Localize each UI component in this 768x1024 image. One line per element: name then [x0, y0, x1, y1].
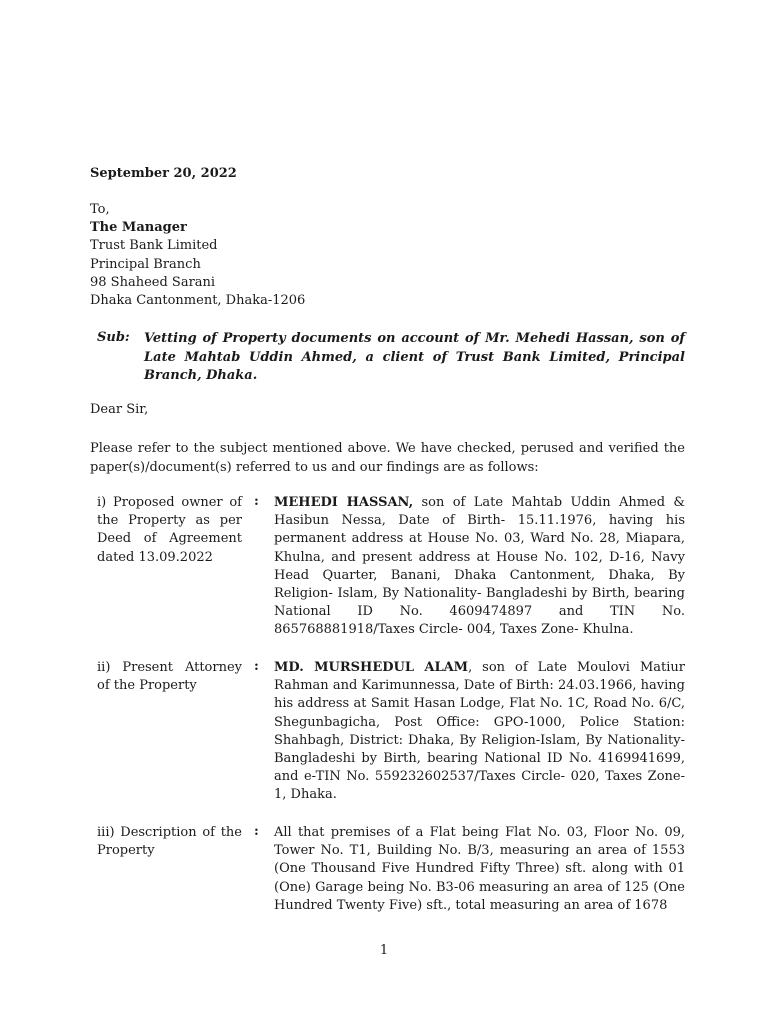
- finding-text-description: [274, 824, 685, 915]
- finding-label-owner: i) Proposed owner of the Property as per Deed of Agreement dated 13.09.2022: [97, 495, 242, 565]
- address-line: Dhaka Cantonment, Dhaka-1206: [90, 293, 306, 309]
- letter-date: September 20, 2022: [90, 166, 237, 181]
- finding-label-attorney: ii) Present Attorney of the Property: [97, 660, 242, 694]
- address-line: 98 Shaheed Sarani: [90, 274, 216, 290]
- recipient-title: The Manager: [90, 220, 187, 236]
- finding-text-owner: [274, 494, 685, 640]
- description-details: All that premises of a Flat being Flat No. 03, Floor No. 09, Tower No. T1, Building No. B/3, measuring an area of 1553 (One Thousand Five Hundred Fifty Three) sft. along with 01 (One) Garage being No. B3-06 measuring an area of 125 (One Hundred Twenty Five) sft., total measuring an area of 1678: [274, 825, 685, 913]
- attorney-details: , son of Late Moulovi Matiur Rahman and Karimunnessa, Date of Birth: 24.03.1966, having his address at Samit Hasan Lodge, Flat No. 1C, Road No. 6/C, Shegunbagicha, Post Office: GPO-1000, Police Station: Shahbagh, District: Dhaka, By Religion-Islam, By Nationality-Bangladeshi by Birth, bearing National ID No. 4169941699, and e-TIN No. 559232602537/Taxes Circle- 020, Taxes Zone-1, Dhaka.: [274, 660, 685, 803]
- salutation: Dear Sir,: [90, 402, 149, 417]
- finding-colon: :: [254, 824, 259, 839]
- subject-label: Sub:: [97, 330, 130, 345]
- finding-label-description: iii) Description of the Property: [97, 825, 242, 859]
- finding-colon: :: [254, 494, 259, 509]
- intro-paragraph: Please refer to the subject mentioned above. We have checked, perused and verified the paper(s)/document(s) referred to us and our findings are as follows:: [90, 441, 685, 475]
- to-line: To,: [90, 202, 110, 217]
- recipient-address-block: [90, 201, 305, 310]
- attorney-name: MD. MURSHEDUL ALAM: [274, 660, 469, 675]
- address-line: Principal Branch: [90, 256, 201, 272]
- address-line: Trust Bank Limited: [90, 238, 218, 254]
- finding-text-attorney: [274, 659, 685, 805]
- page-number: 1: [379, 943, 389, 958]
- subject-text: Vetting of Property documents on account of Mr. Mehedi Hassan, son of Late Mahtab Uddin Ahmed, a client of Trust Bank Limited, Principal Branch, Dhaka.: [144, 331, 685, 383]
- finding-colon: :: [254, 659, 259, 674]
- owner-name: MEHEDI HASSAN,: [274, 495, 414, 510]
- owner-details: son of Late Mahtab Uddin Ahmed & Hasibun Nessa, Date of Birth- 15.11.1976, having his permanent address at House No. 03, Ward No. 28, Miapara, Khulna, and present address at House No. 102, D-16, Navy Head Quarter, Banani, Dhaka Cantonment, Dhaka, By Religion- Islam, By Nationality- Bangladeshi by Birth, bearing National ID No. 4609474897 and TIN No. 865768881918/Taxes Circle- 004, Taxes Zone- Khulna.: [274, 495, 685, 638]
